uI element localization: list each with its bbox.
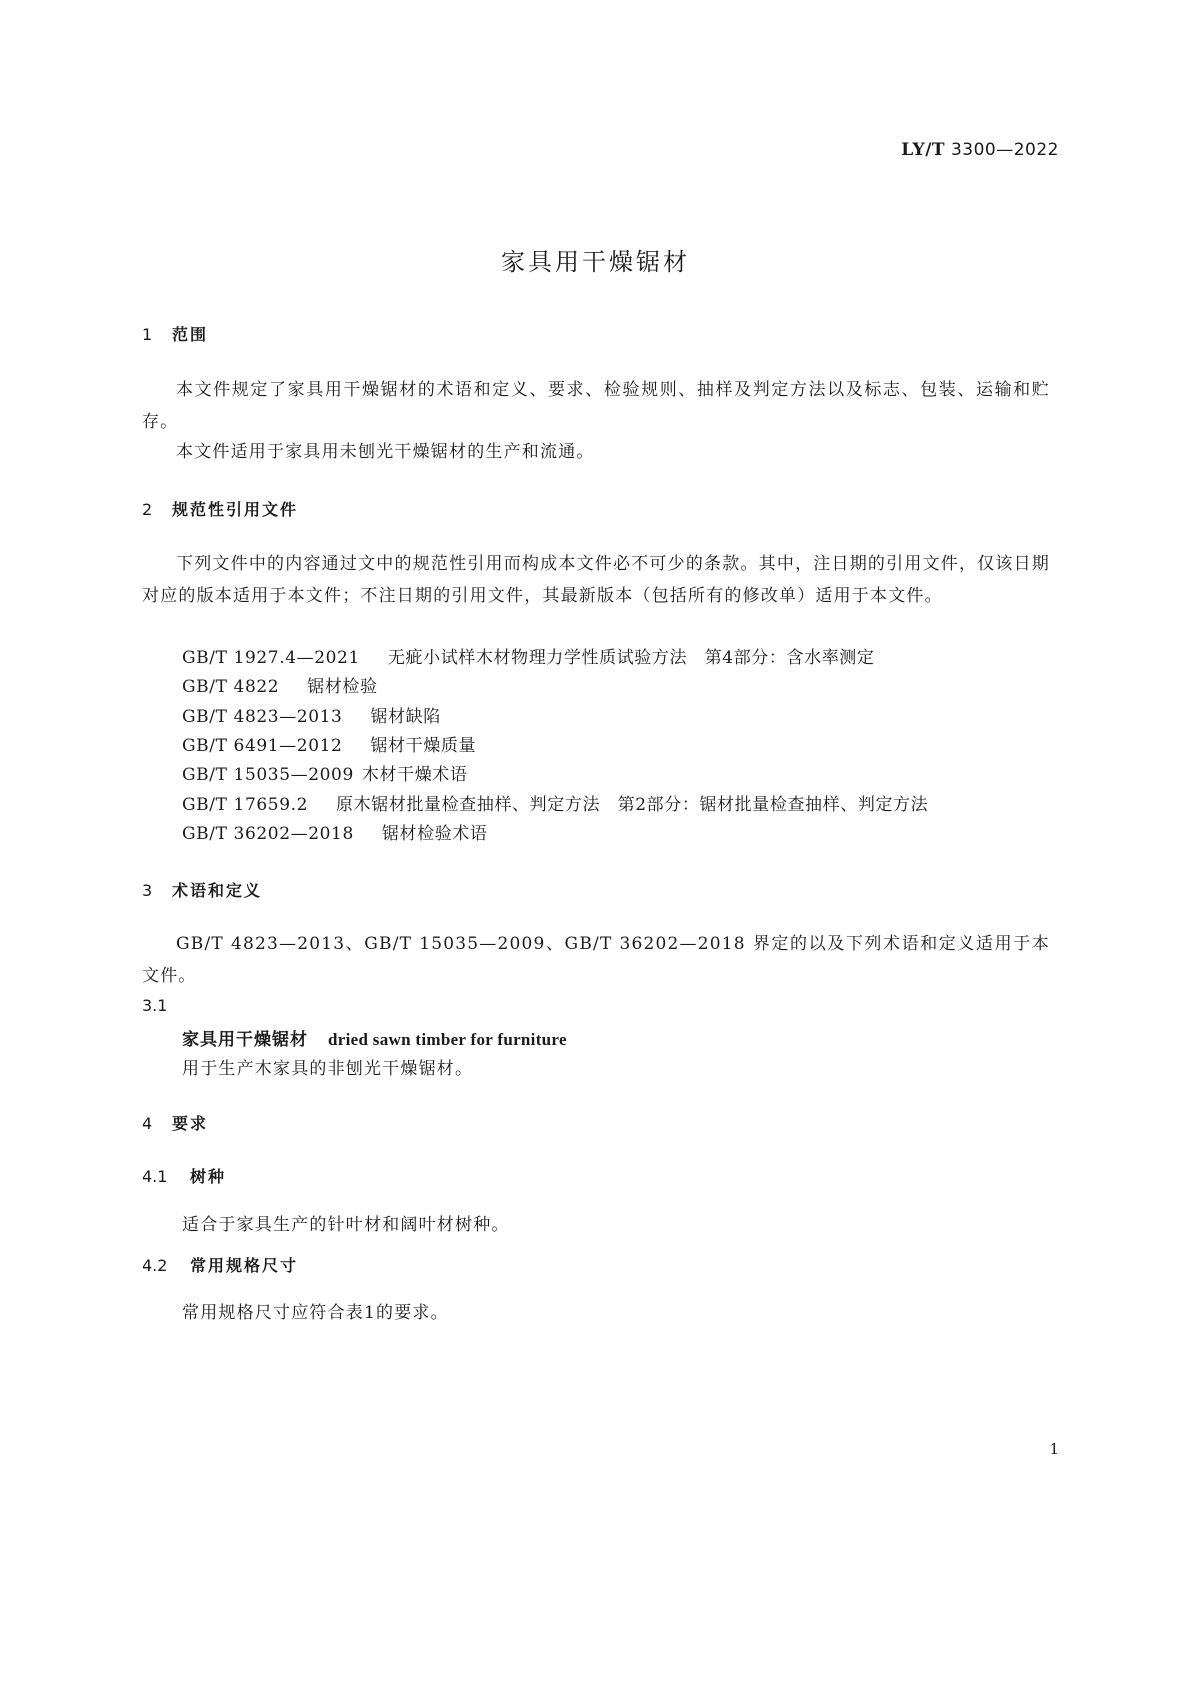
section-title: 树种: [190, 1167, 227, 1186]
reference-item: [182, 643, 875, 668]
reference-title: 锯材检验术语: [381, 824, 488, 844]
term-entry: [182, 1025, 567, 1050]
document-title: 家具用干燥锯材: [501, 248, 690, 276]
section-4-2-heading: [142, 1253, 298, 1276]
reference-code: GB/T 15035—2009: [182, 765, 354, 785]
section-1-paragraph-2: 本文件适用于家具用未刨光干燥锯材的生产和流通。: [176, 442, 595, 462]
reference-code: GB/T 4822: [182, 677, 280, 697]
section-4-1-heading: [142, 1164, 226, 1187]
section-title: 常用规格尺寸: [190, 1256, 299, 1275]
section-title: 规范性引用文件: [172, 500, 299, 519]
reference-code: GB/T 1927.4—2021: [182, 648, 360, 668]
reference-code: GB/T 36202—2018: [182, 824, 354, 844]
reference-item: [182, 672, 378, 697]
section-number: 3: [142, 881, 153, 900]
reference-title: 锯材干燥质量: [370, 736, 477, 756]
term-english: dried sawn timber for furniture: [328, 1030, 567, 1049]
section-4-heading: [142, 1111, 208, 1134]
page-number: 1: [1049, 1440, 1059, 1458]
term-definition: 用于生产木家具的非刨光干燥锯材。: [182, 1059, 474, 1079]
section-number: 2: [142, 500, 153, 519]
section-2-paragraph-1: 下列文件中的内容通过文中的规范性引用而构成本文件必不可少的条款。其中，注日期的引用文件，仅该日期对应的版本适用于本文件；不注日期的引用文件，其最新版本（包括所有的修改单）适用于本文件。: [142, 554, 1050, 606]
section-3-heading: [142, 878, 262, 901]
reference-title: 锯材检验: [307, 677, 378, 697]
reference-item: [182, 819, 488, 844]
reference-title: 木材干燥术语: [361, 765, 468, 785]
reference-title: 原木锯材批量检查抽样、判定方法 第2部分：锯材批量检查抽样、判定方法: [336, 795, 929, 815]
section-title: 要求: [172, 1114, 209, 1133]
term-chinese: 家具用干燥锯材: [182, 1030, 308, 1050]
section-2-heading: [142, 497, 298, 520]
section-1-heading: [142, 322, 208, 345]
reference-code: GB/T 6491—2012: [182, 736, 343, 756]
section-number: 4.1: [142, 1167, 168, 1186]
reference-item: [182, 790, 928, 815]
section-number: 1: [142, 325, 153, 344]
standard-code: [901, 140, 1059, 160]
section-1-paragraph-1: 本文件规定了家具用干燥锯材的术语和定义、要求、检验规则、抽样及判定方法以及标志、包装、运输和贮存。: [142, 380, 1050, 432]
clause-number: 3.1: [142, 996, 168, 1015]
reference-code: GB/T 17659.2: [182, 795, 309, 815]
reference-item: [182, 760, 468, 785]
section-title: 术语和定义: [172, 881, 263, 900]
standard-number: 3300—2022: [950, 140, 1059, 160]
section-4-1-text: 适合于家具生产的针叶材和阔叶材树种。: [182, 1215, 510, 1235]
reference-item: [182, 731, 476, 756]
section-4-2-text: 常用规格尺寸应符合表1的要求。: [182, 1303, 449, 1323]
reference-code: GB/T 4823—2013: [182, 707, 343, 727]
reference-title: 无疵小试样木材物理力学性质试验方法 第4部分：含水率测定: [387, 648, 875, 668]
reference-title: 锯材缺陷: [370, 707, 441, 727]
reference-item: [182, 702, 441, 727]
standard-prefix: LY/T: [901, 140, 946, 160]
section-3-paragraph-1: GB/T 4823—2013、GB/T 15035—2009、GB/T 36202—2018 界定的以及下列术语和定义适用于本文件。: [142, 934, 1050, 986]
section-number: 4: [142, 1114, 153, 1133]
section-number: 4.2: [142, 1256, 168, 1275]
section-title: 范围: [172, 325, 209, 344]
